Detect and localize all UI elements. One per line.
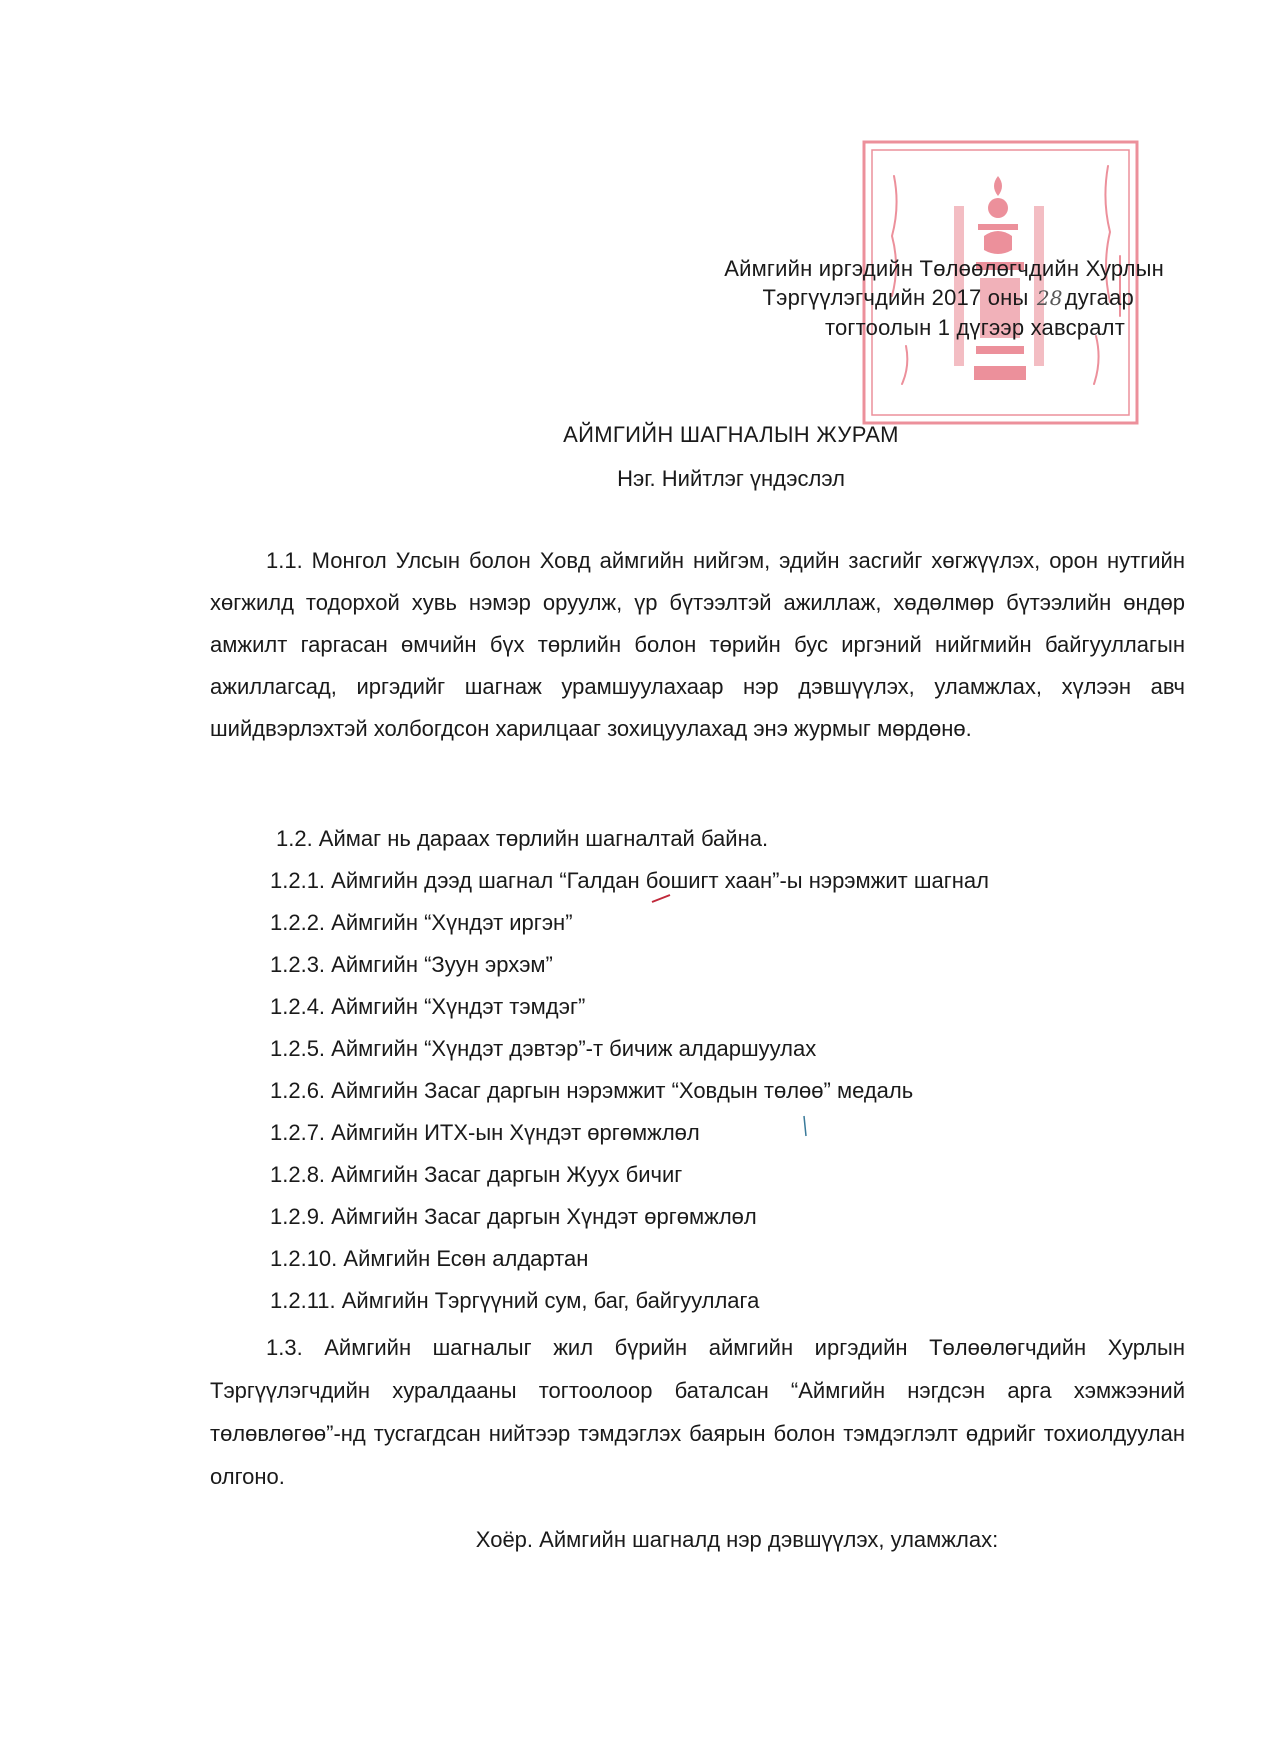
list-item: 1.2.9. Аймгийн Засаг даргын Хүндэт өргөмжлөл <box>270 1204 757 1229</box>
header-line-2-end: дугаар <box>1064 285 1134 310</box>
document-title: АЙМГИЙН ШАГНАЛЫН ЖУРАМ <box>563 422 899 447</box>
header-line-2 <box>640 283 1180 313</box>
list-item: 1.2.5. Аймгийн “Хүндэт дэвтэр”-т бичиж алдаршуулах <box>270 1036 817 1061</box>
list-item: 1.2.11. Аймгийн Тэргүүний сум, баг, байгууллага <box>270 1288 760 1313</box>
list-item: 1.2.10. Аймгийн Есөн алдартан <box>270 1246 589 1271</box>
header-line-1: Аймгийн иргэдийн Төлөөлөгчдийн Хурлын <box>724 256 1164 281</box>
header-line-3: тогтоолын 1 дүгээр хавсралт <box>824 315 1125 340</box>
handwritten-number: 28 <box>1036 286 1063 310</box>
list-item: 1.2.7. Аймгийн ИТХ-ын Хүндэт өргөмжлөл <box>270 1120 700 1145</box>
appendix-header <box>640 254 1180 342</box>
pen-mark <box>650 892 674 906</box>
header-line-2-start: Тэргүүлэгчдийн 2017 оны <box>762 285 1029 310</box>
paragraph-1-3: 1.3. Аймгийн шагналыг жил бүрийн аймгийн иргэдийн Төлөөлөгчдийн Хурлын Тэргүүлэгчдийн хуралдааны тогтоолоор баталсан “Аймгийн нэгдсэн арга хэмжээний төлөвлөгөө”-нд тусгагдсан нийтээр тэмдэглэх баярын болон тэмдэглэлт өдрийг тохиолдуулан олгоно. <box>210 1335 1185 1489</box>
list-item: 1.2.1. Аймгийн дээд шагнал “Галдан бошигт хаан”-ы нэрэмжит шагнал <box>270 868 989 893</box>
pen-mark <box>800 1114 810 1140</box>
list-item: 1.2.3. Аймгийн “Зуун эрхэм” <box>270 952 553 977</box>
awards-list <box>270 818 989 1322</box>
list-item: 1.2.6. Аймгийн Засаг даргын нэрэмжит “Ховдын төлөө” медаль <box>270 1078 914 1103</box>
list-item: 1.2.4. Аймгийн “Хүндэт тэмдэг” <box>270 994 586 1019</box>
list-item: 1.2.8. Аймгийн Засаг даргын Жуух бичиг <box>270 1162 683 1187</box>
awards-intro: 1.2. Аймаг нь дараах төрлийн шагналтай байна. <box>276 826 769 851</box>
paragraph-1-1: 1.1. Монгол Улсын болон Ховд аймгийн нийгэм, эдийн засгийг хөгжүүлэх, орон нутгийн хөгжилд тодорхой хувь нэмэр оруулж, үр бүтээлтэй ажиллаж, хөдөлмөр бүтээлийн өндөр амжилт гаргасан өмчийн бүх төрлийн болон төрийн бус иргэний нийгмийн байгууллагын ажиллагсад, иргэдийг шагнаж урамшуулахаар нэр дэвшүүлэх, уламжлах, хүлээн авч шийдвэрлэхтэй холбогдсон харилцааг зохицуулахад энэ журмыг мөрдөнө. <box>210 548 1185 741</box>
section-1-title: Нэг. Нийтлэг үндэслэл <box>617 466 845 491</box>
list-item: 1.2.2. Аймгийн “Хүндэт иргэн” <box>270 910 573 935</box>
section-2-title: Хоёр. Аймгийн шагналд нэр дэвшүүлэх, уламжлах: <box>475 1527 999 1552</box>
